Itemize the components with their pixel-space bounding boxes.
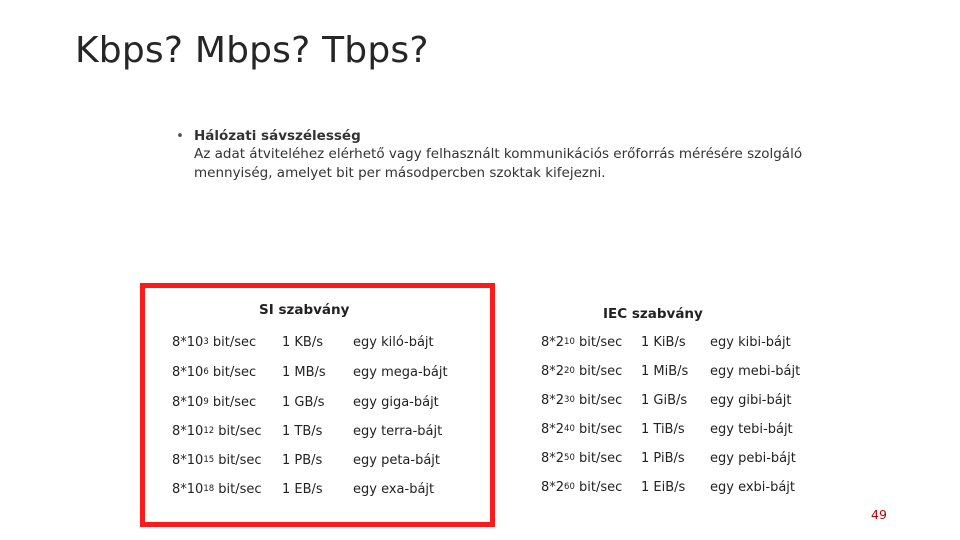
si-row-rate-unit: bit/sec	[208, 335, 257, 350]
si-row-rate-exponent: 3	[203, 337, 209, 347]
iec-row-rate-unit: bit/sec	[574, 393, 623, 408]
iec-row-rate-exponent: 20	[564, 366, 575, 376]
iec-row-short-unit: 1 PiB/s	[641, 451, 685, 466]
iec-row-rate-base: 8*2	[541, 335, 565, 350]
si-row-rate-exponent: 12	[203, 426, 215, 436]
si-row-rate-exponent: 18	[203, 484, 215, 494]
iec-row-unit-name: egy mebi-bájt	[710, 364, 801, 379]
bullet-block	[176, 128, 836, 183]
iec-row-rate-exponent: 40	[564, 424, 575, 434]
iec-row-unit-name: egy pebi-bájt	[710, 451, 796, 466]
iec-standard-label: IEC szabvány	[603, 306, 703, 322]
si-row-short-unit: 1 EB/s	[282, 482, 323, 497]
iec-row-unit-name: egy gibi-bájt	[710, 393, 792, 408]
iec-row-rate-exponent: 50	[564, 453, 575, 463]
si-row-unit-name: egy kiló-bájt	[353, 335, 434, 350]
si-row-short-unit: 1 KB/s	[282, 335, 323, 350]
page-number: 49	[871, 507, 887, 522]
si-row-short-unit: 1 TB/s	[282, 424, 323, 439]
iec-row-short-unit: 1 GiB/s	[641, 393, 688, 408]
iec-row-rate-unit: bit/sec	[574, 451, 623, 466]
si-row-rate	[172, 424, 262, 439]
iec-row-rate-exponent: 10	[564, 337, 575, 347]
iec-row-rate	[541, 393, 622, 408]
iec-row-rate-unit: bit/sec	[574, 480, 623, 495]
si-row-rate-unit: bit/sec	[208, 395, 257, 410]
iec-row-short-unit: 1 EiB/s	[641, 480, 686, 495]
iec-row-rate-unit: bit/sec	[574, 335, 623, 350]
si-row-rate-unit: bit/sec	[208, 365, 257, 380]
iec-row-rate-exponent: 60	[564, 482, 575, 492]
si-row-rate	[172, 365, 256, 380]
iec-row-short-unit: 1 KiB/s	[641, 335, 686, 350]
si-row-rate-base: 8*10	[172, 365, 204, 380]
iec-row-rate	[541, 335, 622, 350]
si-row-rate-unit: bit/sec	[214, 424, 262, 439]
si-row-unit-name: egy giga-bájt	[353, 395, 439, 410]
iec-row-rate	[541, 451, 622, 466]
si-row-rate	[172, 335, 256, 350]
si-row-rate	[172, 482, 262, 497]
bullet-heading-text: Hálózati sávszélesség	[194, 128, 361, 144]
si-row-unit-name: egy peta-bájt	[353, 453, 441, 468]
iec-row-rate	[541, 422, 622, 437]
si-row-unit-name: egy exa-bájt	[353, 482, 435, 497]
si-row-rate-unit: bit/sec	[214, 482, 262, 497]
iec-row-rate-base: 8*2	[541, 451, 565, 466]
bullet-text: Az adat átviteléhez elérhető vagy felhasznált kommunikációs erőforrás mérésére szolgáló mennyiség, amelyet bit per másodpercben szoktak kifejezni.	[194, 146, 803, 181]
si-row-rate-exponent: 6	[203, 367, 209, 377]
si-row-unit-name: egy mega-bájt	[353, 365, 448, 380]
iec-row-rate-base: 8*2	[541, 393, 565, 408]
iec-row-rate	[541, 480, 622, 495]
slide-title: Kbps? Mbps? Tbps?	[75, 30, 429, 71]
si-row-unit-name: egy terra-bájt	[353, 424, 443, 439]
iec-row-rate-exponent: 30	[564, 395, 575, 405]
si-row-short-unit: 1 GB/s	[282, 395, 325, 410]
iec-row-rate-base: 8*2	[541, 480, 565, 495]
si-row-rate-exponent: 9	[203, 397, 209, 407]
si-row-short-unit: 1 MB/s	[282, 365, 326, 380]
iec-row-rate-unit: bit/sec	[574, 364, 623, 379]
iec-row-short-unit: 1 TiB/s	[641, 422, 685, 437]
si-row-rate-unit: bit/sec	[214, 453, 262, 468]
iec-row-rate-base: 8*2	[541, 364, 565, 379]
bullet-heading	[176, 128, 836, 145]
si-row-rate	[172, 395, 256, 410]
bullet-marker: •	[176, 128, 184, 144]
iec-row-unit-name: egy tebi-bájt	[710, 422, 793, 437]
iec-row-rate-unit: bit/sec	[574, 422, 623, 437]
si-row-rate-exponent: 15	[203, 455, 215, 465]
si-row-rate-base: 8*10	[172, 395, 204, 410]
iec-row-rate-base: 8*2	[541, 422, 565, 437]
si-row-rate-base: 8*10	[172, 424, 204, 439]
iec-row-unit-name: egy exbi-bájt	[710, 480, 796, 495]
si-row-rate-base: 8*10	[172, 335, 204, 350]
si-row-rate-base: 8*10	[172, 453, 204, 468]
si-standard-label: SI szabvány	[259, 302, 350, 318]
iec-row-unit-name: egy kibi-bájt	[710, 335, 791, 350]
si-row-rate	[172, 453, 262, 468]
si-row-rate-base: 8*10	[172, 482, 204, 497]
iec-row-short-unit: 1 MiB/s	[641, 364, 689, 379]
iec-row-rate	[541, 364, 622, 379]
si-row-short-unit: 1 PB/s	[282, 453, 323, 468]
